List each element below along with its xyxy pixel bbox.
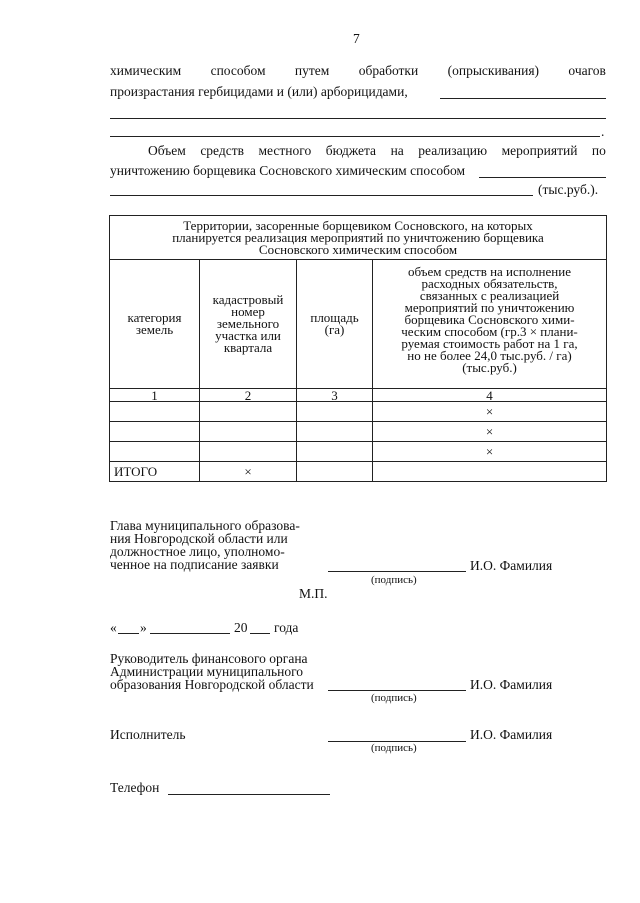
- p1-word: очагов: [568, 63, 606, 78]
- executor-name: И.О. Фамилия: [470, 727, 553, 742]
- p1-word: обработки: [358, 63, 419, 78]
- date-close-quote: »: [140, 620, 147, 635]
- signature-line: [328, 690, 466, 691]
- p1-word: химическим: [110, 63, 182, 78]
- phone-label: Телефон: [110, 780, 160, 795]
- head-official-label: Глава муниципального образова- ния Новгородской области или должностное лицо, уполномо- ченное на подписание заявки: [110, 518, 300, 572]
- p2-word: на: [390, 143, 404, 158]
- table-row: ×: [110, 422, 607, 442]
- blank-line: [479, 177, 606, 178]
- blank-line: [440, 98, 606, 99]
- paragraph2-line2: уничтожению борщевика Сосновского химическим способом: [110, 163, 466, 178]
- column-number-row: 1 2 3 4: [110, 389, 607, 402]
- blank-line: [118, 633, 139, 634]
- header-area: площадь (га): [297, 260, 373, 389]
- paragraph1-line2: произрастания гербицидами и (или) арборицидами,: [110, 84, 408, 99]
- blank-line: [150, 633, 230, 634]
- p2-word: бюджета: [325, 143, 377, 158]
- finance-name: И.О. Фамилия: [470, 677, 553, 692]
- page-number: 7: [353, 31, 360, 46]
- blank-line: [250, 633, 270, 634]
- paragraph1-line1: [110, 63, 606, 79]
- p1-word: путем: [294, 63, 330, 78]
- date-year-suffix: года: [274, 620, 299, 635]
- blank-line: [168, 794, 330, 795]
- p2-word: мероприятий: [501, 143, 578, 158]
- header-funds: объем средств на исполнение расходных обязательств, связанных с реализацией мероприятий по уничтожению борщевика Сосновского хими- ческим способом (гр.3 × плани- руемая стоимость работ на 1 га, но не более 24,0 тыс.руб. / га) (тыс.руб.): [373, 260, 607, 389]
- table-row: ×: [110, 402, 607, 422]
- p2-word: средств: [200, 143, 245, 158]
- table-title: Территории, засоренные борщевиком Сосновского, на которых планируется реализация мероприятий по уничтожению борщевика Сосновского химическим способом: [110, 216, 607, 260]
- signature-caption: (подпись): [371, 574, 417, 586]
- p2-word: по: [591, 143, 606, 158]
- blank-line: [110, 195, 533, 196]
- executor-label: Исполнитель: [110, 727, 186, 742]
- p1-word: (опрыскивания): [447, 63, 540, 78]
- blank-line: [110, 136, 600, 137]
- header-land-category: категория земель: [110, 260, 200, 389]
- line-end-period: .: [601, 124, 605, 139]
- header-cadastral-number: кадастровый номер земельного участка или квартала: [200, 260, 297, 389]
- blank-line: [110, 118, 606, 119]
- head-name: И.О. Фамилия: [470, 558, 553, 573]
- p2-word: реализацию: [418, 143, 488, 158]
- signature-line: [328, 571, 466, 572]
- signature-caption: (подпись): [371, 692, 417, 704]
- p1-word: способом: [210, 63, 266, 78]
- finance-head-label: Руководитель финансового органа Администрации муниципального образования Новгородской области: [110, 651, 314, 692]
- signature-caption: (подпись): [371, 742, 417, 754]
- table-row: ×: [110, 442, 607, 462]
- stamp-place: М.П.: [299, 586, 328, 601]
- territories-table: [109, 215, 607, 482]
- paragraph2-line1: [148, 143, 606, 159]
- total-row: ИТОГО ×: [110, 462, 607, 482]
- unit-label: (тыс.руб.).: [538, 182, 599, 197]
- date-open-quote: «: [110, 620, 117, 635]
- p2-word: местного: [258, 143, 312, 158]
- date-year-prefix: 20: [234, 620, 248, 635]
- p2-word: Объем: [148, 143, 186, 158]
